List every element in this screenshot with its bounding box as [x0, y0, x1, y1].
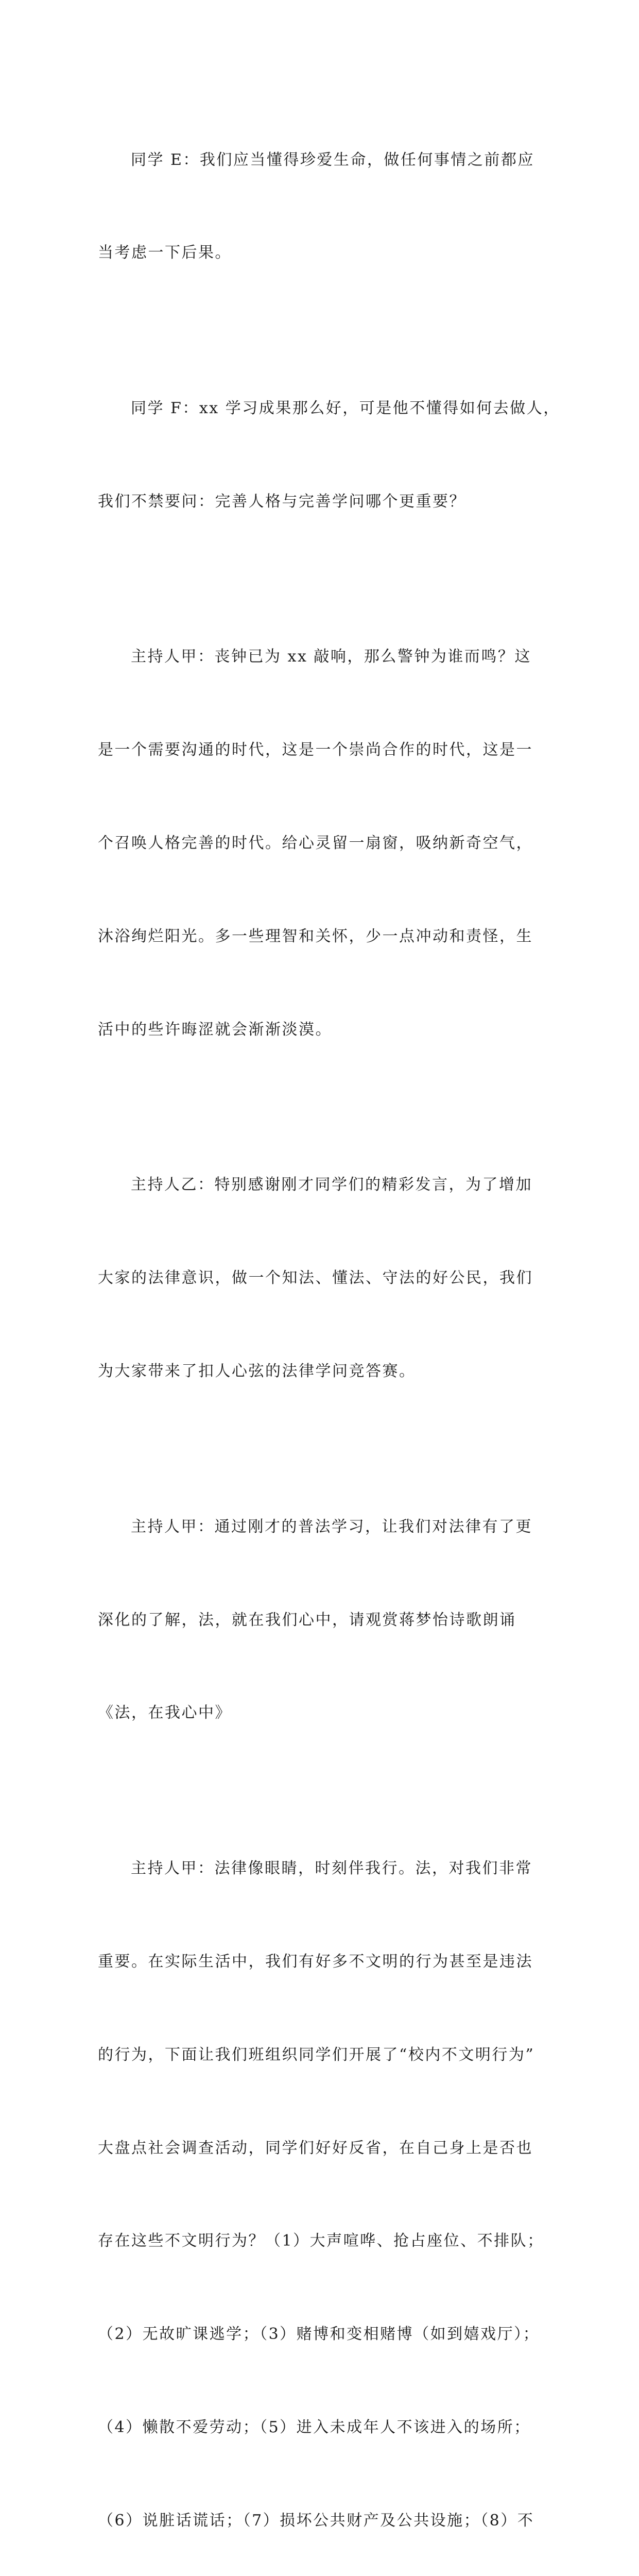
text-line: 主持人乙：特别感谢刚才同学们的精彩发言，为了增加 [131, 1176, 532, 1194]
text-line: 同学 F：xx 学习成果那么好，可是他不懂得如何去做人， [131, 399, 560, 417]
text-line: （6）说脏话谎话；（7）损坏公共财产及公共设施；（8）不 [98, 2512, 534, 2530]
paragraph-student-f [98, 331, 560, 579]
text-line: 《法，在我心中》 [98, 1704, 232, 1722]
text-line: 主持人甲：通过刚才的普法学习，让我们对法律有了更 [131, 1517, 532, 1536]
text-line: 大家的法律意识，做一个知法、懂法、守法的好公民，我们 [98, 1269, 533, 1287]
paragraph-host-b-quiz [98, 1108, 542, 1449]
text-line: 沐浴绚烂阳光。多一些理智和关怀，少一点冲动和责怪，生 [98, 927, 533, 946]
text-line: 主持人甲：法律像眼睛，时刻伴我行。法，对我们非常 [131, 1859, 532, 1877]
text-line: 大盘点社会调查活动，同学们好好反省，在自己身上是否也 [98, 2139, 533, 2157]
paragraph-host-a-law [98, 1791, 542, 2576]
text-line: 存在这些不文明行为？（1）大声喧哗、抢占座位、不排队； [98, 2232, 544, 2250]
text-line: 是一个需要沟通的时代，这是一个崇尚合作的时代，这是一 [98, 741, 533, 759]
text-line: 重要。在实际生活中，我们有好多不文明的行为甚至是违法 [98, 1952, 533, 1971]
text-line: 同学 E：我们应当懂得珍爱生命，做任何事情之前都应 [131, 150, 534, 169]
text-line: 我们不禁要问：完善人格与完善学问哪个更重要？ [98, 492, 466, 511]
text-line: 为大家带来了扣人心弦的法律学问竞答赛。 [98, 1362, 416, 1381]
text-line: 活中的些许晦涩就会渐渐淡漠。 [98, 1020, 332, 1039]
text-line: 深化的了解，法，就在我们心中，请观赏蒋梦怡诗歌朗诵 [98, 1611, 516, 1629]
document-body [98, 82, 560, 2576]
paragraph-student-e [98, 82, 542, 331]
text-line: （4）懒散不爱劳动；（5）进入未成年人不该进入的场所； [98, 2418, 531, 2437]
text-line: 个召唤人格完善的时代。给心灵留一扇窗，吸纳新奇空气， [98, 834, 533, 853]
paragraph-host-a-poem [98, 1449, 542, 1791]
text-line: （2）无故旷课逃学；（3）赌博和变相赌博（如到嬉戏厅）； [98, 2325, 540, 2344]
text-line: 当考虑一下后果。 [98, 244, 232, 262]
paragraph-host-a-bell [98, 580, 542, 1108]
text-line: 的行为，下面让我们班组织同学们开展了“校内不文明行为” [98, 2045, 535, 2064]
text-line: 主持人甲：丧钟已为 xx 敲响，那么警钟为谁而鸣？这 [131, 648, 531, 666]
